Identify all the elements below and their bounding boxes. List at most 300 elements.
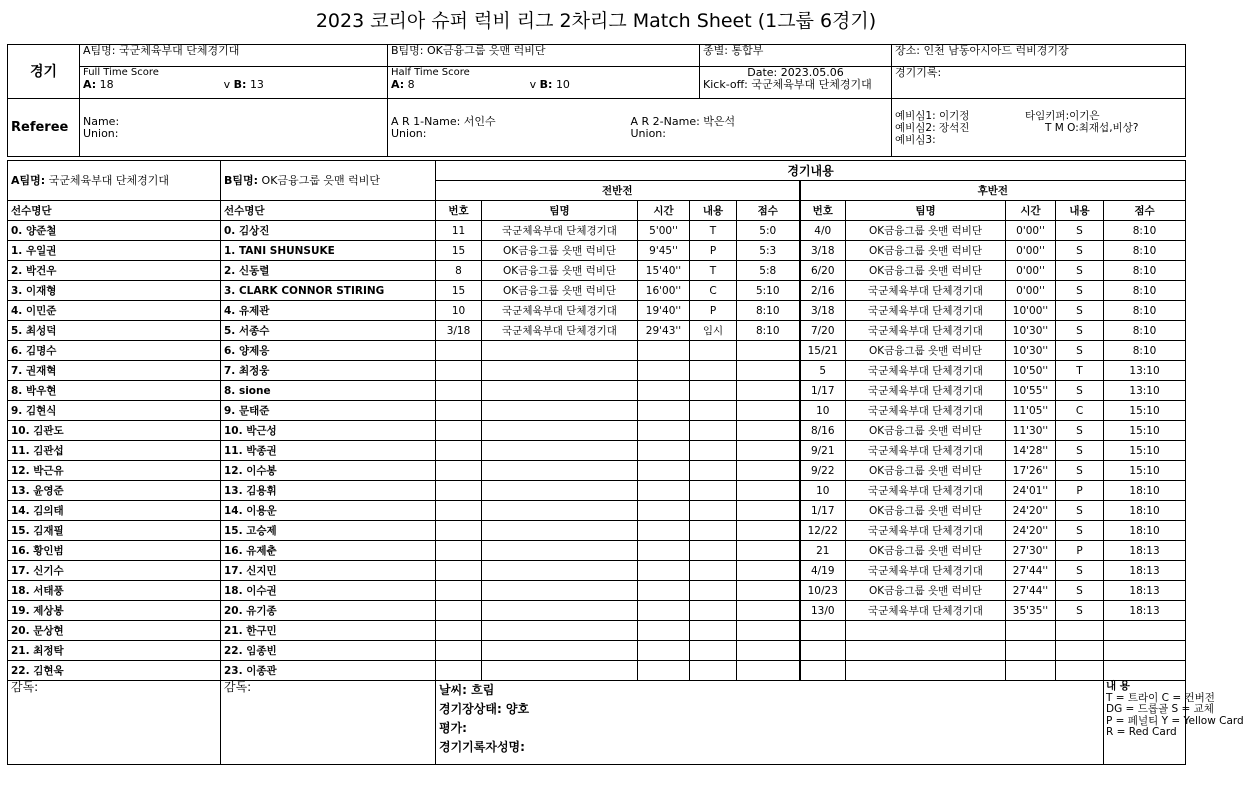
first-half-cell <box>737 541 800 561</box>
second-half-cell: OK금융그룹 읏맨 럭비단 <box>846 421 1006 441</box>
first-half-cell <box>690 561 737 581</box>
table-row <box>8 421 1186 441</box>
table-row <box>8 641 1186 661</box>
first-half-cell: 임시 <box>690 321 737 341</box>
player-b: 15. 고승제 <box>221 521 436 541</box>
second-half-cell: OK금융그룹 읏맨 럭비단 <box>846 221 1006 241</box>
first-half-cell: 16'00'' <box>638 281 690 301</box>
first-half-cell <box>737 641 800 661</box>
player-b: 5. 서종수 <box>221 321 436 341</box>
player-a: 12. 박근유 <box>8 461 221 481</box>
second-half-cell: S <box>1056 381 1104 401</box>
table-row <box>8 321 1186 341</box>
player-a: 21. 최정탁 <box>8 641 221 661</box>
first-half-cell: P <box>690 301 737 321</box>
table-row <box>8 401 1186 421</box>
second-half-cell <box>1104 621 1186 641</box>
second-half-cell: 1/17 <box>800 501 846 521</box>
first-half-cell: C <box>690 281 737 301</box>
first-half-cell <box>638 581 690 601</box>
player-b: 10. 박근성 <box>221 421 436 441</box>
first-half-cell <box>482 361 638 381</box>
second-half-cell: 14'28'' <box>1006 441 1056 461</box>
first-half-cell <box>482 441 638 461</box>
second-half-cell: T <box>1056 361 1104 381</box>
second-half-cell: 15:10 <box>1104 461 1186 481</box>
second-half-cell: 15:10 <box>1104 421 1186 441</box>
second-half-cell: S <box>1056 521 1104 541</box>
player-a: 3. 이재형 <box>8 281 221 301</box>
player-b: 6. 양제응 <box>221 341 436 361</box>
first-half-cell <box>638 641 690 661</box>
second-half-cell: 13:10 <box>1104 381 1186 401</box>
second-half-cell: 18:13 <box>1104 541 1186 561</box>
second-half-cell: 4/19 <box>800 561 846 581</box>
second-half-cell: S <box>1056 501 1104 521</box>
first-half-cell: 8 <box>436 261 482 281</box>
second-half-cell: 8:10 <box>1104 261 1186 281</box>
first-half-cell: OK금융그룹 읏맨 럭비단 <box>482 281 638 301</box>
second-half-cell: C <box>1056 401 1104 421</box>
team-b-name: OK금융그룹 읏맨 럭비단 <box>427 44 546 57</box>
first-half-cell <box>638 441 690 461</box>
content-header: 경기내용 <box>436 161 1186 181</box>
first-half-cell <box>737 521 800 541</box>
legend: 내 용 T = 트라이 C = 컨버전 DG = 드롭골 S = 교체 P = 페널티 Y = Yellow Card R = Red Card <box>1104 681 1186 765</box>
second-half-cell: 18:13 <box>1104 581 1186 601</box>
ft-score-a: 18 <box>99 78 114 91</box>
first-half-cell <box>482 341 638 361</box>
match-sheet-table <box>7 160 1244 765</box>
second-half-cell: 27'44'' <box>1006 581 1056 601</box>
player-a: 8. 박우현 <box>8 381 221 401</box>
first-half-cell <box>482 421 638 441</box>
player-a: 18. 서태풍 <box>8 581 221 601</box>
evaluation: 평가: <box>439 721 467 735</box>
second-half-cell: 국군체육부대 단체경기대 <box>846 381 1006 401</box>
first-half-cell: T <box>690 221 737 241</box>
first-half-cell <box>690 401 737 421</box>
category-cell: 종별: 통합부 <box>700 45 892 67</box>
second-half-col-4: 점수 <box>1104 201 1186 221</box>
second-half-cell: 18:13 <box>1104 601 1186 621</box>
recorder-signature: 경기기록자성명: <box>439 740 525 754</box>
second-half-col-3: 내용 <box>1056 201 1104 221</box>
second-half-cell <box>1056 621 1104 641</box>
first-half-cell: 5:10 <box>737 281 800 301</box>
second-half-cell: 21 <box>800 541 846 561</box>
second-half-cell <box>1056 641 1104 661</box>
second-half-cell: 24'20'' <box>1006 521 1056 541</box>
second-half-cell: 2/16 <box>800 281 846 301</box>
first-half-cell <box>638 541 690 561</box>
first-half-cell <box>436 521 482 541</box>
second-half-cell: 국군체육부대 단체경기대 <box>846 401 1006 421</box>
second-half-cell <box>846 621 1006 641</box>
record-cell: 경기기록: <box>892 67 1186 99</box>
second-half-cell: S <box>1056 281 1104 301</box>
first-half-cell <box>638 561 690 581</box>
ht-score-a: 8 <box>407 78 415 91</box>
player-b: 2. 신동렬 <box>221 261 436 281</box>
first-half-cell: 8:10 <box>737 301 800 321</box>
first-half-cell <box>638 461 690 481</box>
first-half-cell <box>638 501 690 521</box>
second-half-cell: 27'44'' <box>1006 561 1056 581</box>
first-half-cell <box>436 361 482 381</box>
player-a: 20. 문상현 <box>8 621 221 641</box>
roster-header-a: 선수명단 <box>8 201 221 221</box>
second-half-cell: 13/0 <box>800 601 846 621</box>
first-half-cell <box>690 501 737 521</box>
match-date: Date: 2023.05.06 <box>747 66 844 79</box>
first-half-cell <box>482 521 638 541</box>
first-half-cell <box>690 541 737 561</box>
first-half-cell <box>482 541 638 561</box>
first-half-cell <box>482 481 638 501</box>
first-half-cell <box>436 401 482 421</box>
first-half-cell <box>482 401 638 421</box>
second-half-cell: 4/0 <box>800 221 846 241</box>
first-half-cell: 국군체육부대 단체경기대 <box>482 321 638 341</box>
first-half-cell <box>482 381 638 401</box>
first-half-cell <box>638 341 690 361</box>
table-row <box>8 221 1186 241</box>
table-row <box>8 381 1186 401</box>
second-half-cell: 15:10 <box>1104 441 1186 461</box>
player-a: 11. 김관섭 <box>8 441 221 461</box>
first-half-cell <box>436 441 482 461</box>
ar2-name: A R 2-Name: 박은석 <box>630 114 736 128</box>
player-b: 14. 이용운 <box>221 501 436 521</box>
first-half-cell <box>638 421 690 441</box>
second-half-cell: OK금융그룹 읏맨 럭비단 <box>846 261 1006 281</box>
kickoff: Kick-off: 국군체육부대 단체경기대 <box>703 78 872 91</box>
second-half-cell: 17'26'' <box>1006 461 1056 481</box>
second-half-cell <box>1006 641 1056 661</box>
second-half-cell: S <box>1056 261 1104 281</box>
second-half-cell: S <box>1056 561 1104 581</box>
second-half-cell: 18:10 <box>1104 501 1186 521</box>
second-half-cell: S <box>1056 421 1104 441</box>
second-half-cell: 13:10 <box>1104 361 1186 381</box>
first-half-cell <box>690 441 737 461</box>
table-row <box>8 561 1186 581</box>
table-row <box>8 501 1186 521</box>
first-half-cell <box>482 561 638 581</box>
second-half-cell: 10 <box>800 481 846 501</box>
player-a: 4. 이민준 <box>8 301 221 321</box>
first-half-cell: 5:3 <box>737 241 800 261</box>
second-half-cell: 국군체육부대 단체경기대 <box>846 441 1006 461</box>
second-half-cell: 18:10 <box>1104 481 1186 501</box>
referee-label: Referee <box>8 99 80 157</box>
second-half-cell: S <box>1056 461 1104 481</box>
first-half-cell: OK금융그룹 읏맨 럭비단 <box>482 241 638 261</box>
player-a: 19. 제상봉 <box>8 601 221 621</box>
second-half-cell <box>846 641 1006 661</box>
player-b: 8. sione <box>221 381 436 401</box>
coach-a: 감독: <box>8 681 221 765</box>
player-a: 17. 신기수 <box>8 561 221 581</box>
first-half-cell <box>690 481 737 501</box>
table-row <box>8 241 1186 261</box>
page-title: 2023 코리아 슈퍼 럭비 리그 2차리그 Match Sheet (1그룹 6경기) <box>315 10 877 32</box>
roster-header-b: 선수명단 <box>221 201 436 221</box>
player-a: 2. 박건우 <box>8 261 221 281</box>
first-half-cell <box>436 621 482 641</box>
player-b: 13. 김용휘 <box>221 481 436 501</box>
second-half-cell: 국군체육부대 단체경기대 <box>846 481 1006 501</box>
second-half-cell: 15:10 <box>1104 401 1186 421</box>
second-half-cell <box>1056 661 1104 681</box>
table-row <box>8 461 1186 481</box>
first-half-cell <box>690 341 737 361</box>
second-half-cell: 6/20 <box>800 261 846 281</box>
first-half-cell <box>737 401 800 421</box>
first-half-cell <box>436 541 482 561</box>
first-half-cell <box>638 361 690 381</box>
second-half-cell: 15/21 <box>800 341 846 361</box>
referee-table <box>7 98 1186 157</box>
second-half-cell: 10/23 <box>800 581 846 601</box>
table-row <box>8 281 1186 301</box>
second-half-cell: 10'00'' <box>1006 301 1056 321</box>
second-half-cell: 18:13 <box>1104 561 1186 581</box>
second-half-cell: 8:10 <box>1104 301 1186 321</box>
first-half-cell <box>482 621 638 641</box>
second-half-cell <box>846 661 1006 681</box>
player-a: 22. 김현욱 <box>8 661 221 681</box>
player-b: 1. TANI SHUNSUKE <box>221 241 436 261</box>
second-half-cell <box>1006 621 1056 641</box>
table-row <box>8 261 1186 281</box>
first-half-cell <box>436 501 482 521</box>
table-row <box>8 441 1186 461</box>
first-half-col-1: 팀명 <box>482 201 638 221</box>
first-half-cell: T <box>690 261 737 281</box>
second-half-cell: 27'30'' <box>1006 541 1056 561</box>
first-half-cell: 3/18 <box>436 321 482 341</box>
first-half-cell: OK금융그룹 읏맨 럭비단 <box>482 261 638 281</box>
second-half-cell: OK금융그룹 읏맨 럭비단 <box>846 501 1006 521</box>
second-half-cell <box>1104 641 1186 661</box>
first-half-cell <box>638 481 690 501</box>
first-half-cell <box>638 621 690 641</box>
first-half-cell <box>436 341 482 361</box>
second-half-cell: 8/16 <box>800 421 846 441</box>
first-half-cell <box>436 481 482 501</box>
first-half-cell <box>690 661 737 681</box>
match-header-table <box>7 44 1186 99</box>
second-half-cell: 국군체육부대 단체경기대 <box>846 561 1006 581</box>
second-half-cell: 8:10 <box>1104 341 1186 361</box>
first-half-cell <box>690 421 737 441</box>
second-half-cell: 국군체육부대 단체경기대 <box>846 601 1006 621</box>
first-half-cell <box>638 381 690 401</box>
second-half-cell <box>800 621 846 641</box>
second-half-cell <box>1006 661 1056 681</box>
second-half-cell: 10'30'' <box>1006 341 1056 361</box>
second-half-cell: S <box>1056 341 1104 361</box>
first-half-cell <box>436 661 482 681</box>
second-half-cell: 10 <box>800 401 846 421</box>
player-b: 4. 유제관 <box>221 301 436 321</box>
second-half-cell: OK금융그룹 읏맨 럭비단 <box>846 541 1006 561</box>
match-notes <box>436 681 1006 765</box>
second-half-cell: OK금융그룹 읏맨 럭비단 <box>846 241 1006 261</box>
player-b: 18. 이수권 <box>221 581 436 601</box>
first-half-cell <box>737 601 800 621</box>
first-half-cell: 5'00'' <box>638 221 690 241</box>
first-half-cell <box>737 661 800 681</box>
player-b: 0. 김상진 <box>221 221 436 241</box>
first-half-cell <box>737 461 800 481</box>
ft-score-b: 13 <box>249 78 264 91</box>
second-half-cell: S <box>1056 581 1104 601</box>
ground-condition: 경기장상태: 양호 <box>439 702 530 716</box>
player-a: 14. 김의태 <box>8 501 221 521</box>
first-half-cell: 국군체육부대 단체경기대 <box>482 301 638 321</box>
second-half-cell: 1/17 <box>800 381 846 401</box>
second-half-col-2: 시간 <box>1006 201 1056 221</box>
first-half-cell <box>436 461 482 481</box>
second-half-cell: 국군체육부대 단체경기대 <box>846 361 1006 381</box>
second-half-cell: 국군체육부대 단체경기대 <box>846 521 1006 541</box>
first-half-cell: 5:0 <box>737 221 800 241</box>
first-half-cell <box>690 381 737 401</box>
first-half-cell <box>737 561 800 581</box>
first-half-cell <box>482 501 638 521</box>
table-row <box>8 541 1186 561</box>
second-half-cell: 24'20'' <box>1006 501 1056 521</box>
first-half-cell <box>482 661 638 681</box>
second-half-cell: S <box>1056 221 1104 241</box>
second-half-cell: 10'30'' <box>1006 321 1056 341</box>
first-half-cell <box>690 641 737 661</box>
first-half-cell <box>638 401 690 421</box>
first-half-cell <box>482 581 638 601</box>
second-half-cell: 국군체육부대 단체경기대 <box>846 301 1006 321</box>
fulltime-score: Full Time Score A: 18 v B: 13 <box>80 67 388 99</box>
first-half-header: 전반전 <box>436 181 800 201</box>
second-half-cell: S <box>1056 601 1104 621</box>
ht-score-b: 10 <box>555 78 570 91</box>
second-half-cell: S <box>1056 441 1104 461</box>
first-half-cell <box>737 501 800 521</box>
second-half-cell: 국군체육부대 단체경기대 <box>846 321 1006 341</box>
second-half-cell: 5 <box>800 361 846 381</box>
table-row <box>8 481 1186 501</box>
second-half-cell: S <box>1056 321 1104 341</box>
second-half-cell: P <box>1056 481 1104 501</box>
table-row <box>8 521 1186 541</box>
first-half-cell <box>737 581 800 601</box>
first-half-cell <box>737 381 800 401</box>
second-half-cell: 0'00'' <box>1006 221 1056 241</box>
second-half-cell: OK금융그룹 읏맨 럭비단 <box>846 341 1006 361</box>
second-half-cell: 3/18 <box>800 241 846 261</box>
second-half-cell: 10'55'' <box>1006 381 1056 401</box>
player-b: 17. 신지민 <box>221 561 436 581</box>
match-label: 경기 <box>8 45 80 99</box>
player-b: 11. 박종권 <box>221 441 436 461</box>
team-b-header: B팀명: OK금융그룹 읏맨 럭비단 <box>221 161 436 201</box>
player-a: 0. 양준철 <box>8 221 221 241</box>
second-half-cell <box>1104 661 1186 681</box>
first-half-cell <box>482 641 638 661</box>
player-a: 1. 우일권 <box>8 241 221 261</box>
player-a: 5. 최성덕 <box>8 321 221 341</box>
team-a-header: A팀명: 국군체육부대 단체경기대 <box>8 161 221 201</box>
second-half-cell: S <box>1056 241 1104 261</box>
timekeeper: 타임키퍼:이기은 <box>1025 109 1100 122</box>
player-b: 16. 유제춘 <box>221 541 436 561</box>
second-half-col-1: 팀명 <box>846 201 1006 221</box>
first-half-cell <box>436 561 482 581</box>
first-half-col-3: 내용 <box>690 201 737 221</box>
first-half-col-0: 번호 <box>436 201 482 221</box>
ar2-cell: A R 2-Name: 박은석 Union: <box>628 99 892 157</box>
first-half-cell <box>737 361 800 381</box>
first-half-cell <box>690 461 737 481</box>
team-a-name: 국군체육부대 단체경기대 <box>118 44 240 57</box>
coach-b: 감독: <box>221 681 436 765</box>
player-a: 10. 김관도 <box>8 421 221 441</box>
first-half-cell: 15 <box>436 281 482 301</box>
first-half-cell <box>482 601 638 621</box>
ar1-cell: A R 1-Name: 서인수 Union: <box>388 99 628 157</box>
team-b-cell: B팀명: OK금융그룹 읏맨 럭비단 <box>388 45 700 67</box>
second-half-col-0: 번호 <box>800 201 846 221</box>
second-half-cell: 35'35'' <box>1006 601 1056 621</box>
player-a: 13. 윤영준 <box>8 481 221 501</box>
second-half-cell: 국군체육부대 단체경기대 <box>846 281 1006 301</box>
player-b: 23. 이종관 <box>221 661 436 681</box>
first-half-cell <box>690 361 737 381</box>
first-half-cell <box>737 421 800 441</box>
first-half-cell <box>436 381 482 401</box>
second-half-cell: OK금융그룹 읏맨 럭비단 <box>846 461 1006 481</box>
first-half-cell <box>737 481 800 501</box>
first-half-col-4: 점수 <box>737 201 800 221</box>
team-a-cell: A팀명: 국군체육부대 단체경기대 <box>80 45 388 67</box>
first-half-cell <box>436 601 482 621</box>
second-half-cell: P <box>1056 541 1104 561</box>
first-half-cell: 19'40'' <box>638 301 690 321</box>
second-half-cell <box>800 661 846 681</box>
first-half-cell <box>737 341 800 361</box>
table-row <box>8 581 1186 601</box>
player-a: 6. 김명수 <box>8 341 221 361</box>
table-row <box>8 661 1186 681</box>
venue-cell: 장소: 인천 남동아시아드 럭비경기장 <box>892 45 1186 67</box>
second-half-cell: 8:10 <box>1104 321 1186 341</box>
second-half-cell: 8:10 <box>1104 281 1186 301</box>
second-half-cell: 11'30'' <box>1006 421 1056 441</box>
first-half-cell <box>690 601 737 621</box>
first-half-cell: 5:8 <box>737 261 800 281</box>
first-half-cell <box>638 521 690 541</box>
first-half-cell: 11 <box>436 221 482 241</box>
officials-cell: 예비심1: 이기정 타임키퍼:이기은 예비심2: 장석진 T M O:최재섭,비상? 예비심3: <box>892 99 1186 157</box>
first-half-cell: 15'40'' <box>638 261 690 281</box>
second-half-cell: 9/22 <box>800 461 846 481</box>
second-half-header: 후반전 <box>800 181 1186 201</box>
ar1-name: A R 1-Name: 서인수 <box>391 114 496 128</box>
first-half-cell: 10 <box>436 301 482 321</box>
player-a: 15. 김재필 <box>8 521 221 541</box>
